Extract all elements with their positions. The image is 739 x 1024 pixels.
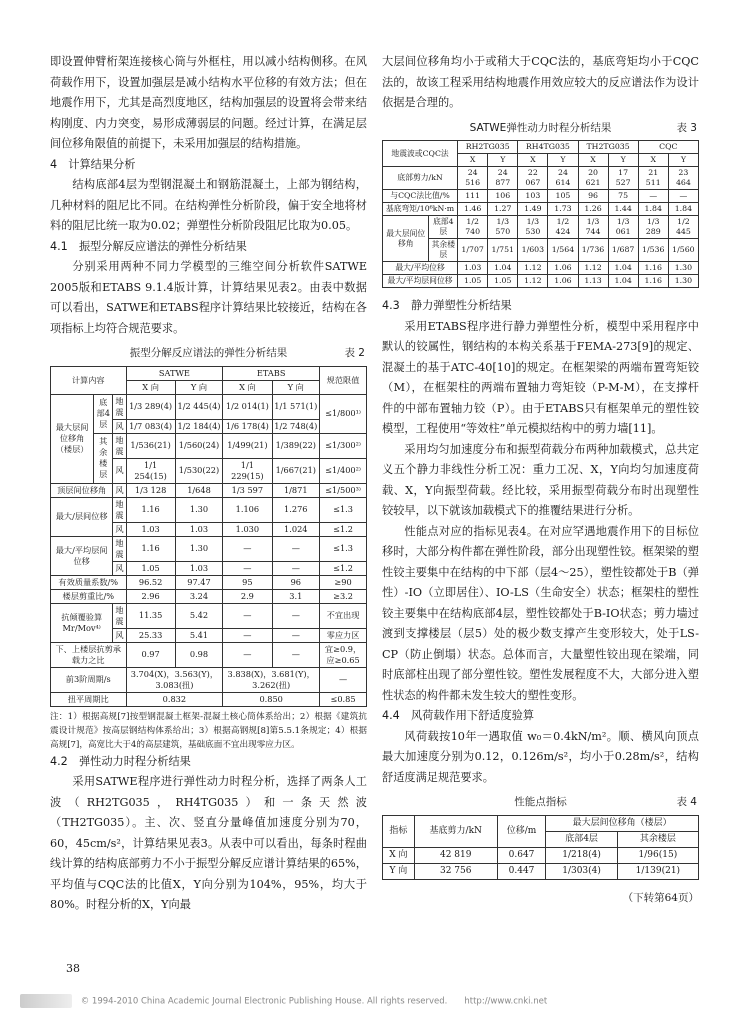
continued-note: （下转第64页） xyxy=(622,891,699,904)
table-row: 最大/平均层间位移 地震 1.16 1.30 — — ≤1.3 xyxy=(51,536,367,561)
table-row: 风 1/1 254(15) 1/530(22) 1/1 229(15) 1/667(21) ≤1/400²⁾ xyxy=(51,458,367,483)
header-cell: 底部4层 xyxy=(546,831,617,847)
table-row: 楼层剪重比/% 2.96 3.24 2.9 3.1 ≥3.2 xyxy=(51,589,367,603)
paragraph: 采用均匀加速度分布和振型荷载分布两种加载模式，总共定义五个静力非线性分析工况：重力工况、X，Y向均匀加速度荷载、X，Y向振型荷载。经比较，采用振型荷载分布时出现塑性铰较早，以下就该加载模式下的推覆结果进行分析。 xyxy=(382,442,699,517)
paragraph: 分别采用两种不同力学模型的三维空间分析软件SATWE 2005版和ETABS 9.1.4版计算，计算结果见表2。由表中数据可以看出，SATWE和ETABS程序计算结果比较接近，结构在各项指标上均符合规范要求。 xyxy=(50,260,367,335)
paragraph: 即设置伸臂桁架连接核心筒与外框柱，用以减小结构侧移。在风荷载作用下，设置加强层是减小结构水平位移的有效方法；但在地震作用下，尤其是高烈度地区，结构加强层的设置将会带来结构刚度、内力突变，易形成薄弱层的问题。经过计算，在满足层间位移角限值的前提下，未采用加强层的结构措施。 xyxy=(50,55,367,150)
header-cell: Y 向 xyxy=(175,380,223,394)
section-heading: 4 计算结果分析 xyxy=(50,157,136,171)
table-row: 与CQC法比值/% 111 106 103 105 96 75 — — xyxy=(383,190,699,203)
footer xyxy=(20,994,720,1008)
header-cell: TH2TG035 xyxy=(578,141,638,154)
header-cell: CQC xyxy=(638,141,698,154)
section-heading: 4.3 静力弹塑性分析结果 xyxy=(382,299,512,312)
table-row: 其余楼层 地震 1/536(21) 1/560(24) 1/499(21) 1/389(22) ≤1/300²⁾ xyxy=(51,433,367,458)
header-cell: 最大层间位移角（楼层） xyxy=(546,815,699,831)
paragraph: 性能点对应的指标见表4。在对应罕遇地震作用下的目标位移时，大部分构件都在弹性阶段，部分出现塑性铰。框架梁的塑性铰主要集中在结构的中下部（层4～25），塑性铰都处于B（弹性）-IO（立即居住）、IO-LS（生命安全）状态；框架柱的塑性铰主要集中在结构底部4层，塑性铰都处于B-IO状态；剪力墙过渡到支撑楼层（层5）处的极少数支撑产生变形较大，处于LS-CP（防止倒塌）状态。总体而言，大量塑性铰出现在梁端，同时底部柱出现了部分塑性铰。塑性发展程度不大，大部分进入塑性状态的构件都未发生较大的塑性变形。 xyxy=(382,524,699,702)
table-title: SATWE弹性动力时程分析结果 xyxy=(469,121,612,134)
table-4 xyxy=(382,815,699,880)
header-cell: 基底剪力/kN xyxy=(414,815,497,847)
table-3: 地震波或CQC法 RH2TG035 RH4TG035 TH2TG035 CQC X Y X Y X Y X Y 底部剪力/kN 24 516 24 877 22 067 24 614 20 621 17 527 21 511 23 464 与CQC法比值/% 111 106 103 105 96 75 — — 基底弯矩/10⁶kN·m 1.46 1.27 1.49 1.73 1.26 1.44 1.84 1.84 最大层间位移角 底部4层 1/2 740 1/3 570 1/3 530 1/2 424 1/3 744 1/3 061 1/3 289 1/2 445 其余楼层 1/707 1/751 1/603 1/564 1/736 1/687 1/536 1/560 最大/平均位移 1.03 1.04 1.12 1.06 1.12 1.04 1.16 1.30 最大/平均层间位移 1.05 1.05 1.12 1.06 1.13 1.04 1.16 1.30 xyxy=(382,140,699,288)
table-number: 表 3 xyxy=(676,121,697,134)
header-cell: 指标 xyxy=(383,815,415,847)
table-number: 表 2 xyxy=(344,347,365,359)
table-caption xyxy=(382,118,699,139)
header-cell: X 向 xyxy=(126,380,175,394)
table-row: 下、上楼层抗剪承载力之比 0.97 0.98 — — 宜≥0.9，应≥0.65 xyxy=(51,642,367,667)
table-row: 有效质量系数/% 96.52 97.47 95 96 ≥90 xyxy=(51,575,367,589)
publisher-logo-icon xyxy=(20,994,72,1008)
table-row: 最大/平均层间位移 1.05 1.05 1.12 1.06 1.13 1.04 1.16 1.30 xyxy=(383,275,699,288)
table-row: 风 1.05 1.03 — — ≤1.2 xyxy=(51,561,367,575)
header-cell: X 向 xyxy=(223,380,272,394)
paragraph: 采用ETABS程序进行静力弹塑性分析，模型中采用程序中默认的铰属性，钢结构的本构关系基于FEMA-273[9]的规定、混凝土的基于ATC-40[10]的规定。在框架梁的两端布置弯矩铰（M），在框架柱的两端布置轴力弯矩铰（P-M-M），在支撑杆件的中部布置轴力铰（P）。由于ETABS只有框架单元的塑性铰模型，工程使用“等效柱”单元模拟结构中的剪力墙[11]。 xyxy=(382,319,699,435)
table-row: 最大层间位移角 底部4层 1/2 740 1/3 570 1/3 530 1/2 424 1/3 744 1/3 061 1/3 289 1/2 445 xyxy=(383,216,699,239)
header-cell: Y 向 xyxy=(272,380,320,394)
section-heading: 4.2 弹性动力时程分析结果 xyxy=(50,754,191,768)
header-cell: 计算内容 xyxy=(51,366,127,394)
paragraph: 采用SATWE程序进行弹性动力时程分析，选择了两条人工波（RH2TG035，RH4TG035）和一条天然波（TH2TG035）。主、次、竖直分量峰值加速度分别为70，60，45cm/s²，计算结果见表3。从表中可以看出，每条时程曲线计算的结构底部剪力不小于振型分解反应谱计算结果的65%，平均值与CQC法的比值X，Y向分别为104%，95%，均大于80%。时程分析的X，Y向最 xyxy=(50,775,367,911)
header-cell: RH4TG035 xyxy=(518,141,578,154)
paragraph: 结构底部4层为型钢混凝土和钢筋混凝土，上部为钢结构，几种材料的阻尼比不同。在结构弹性分析阶段，偏于安全地将材料的阻尼比统一取为0.02；弹塑性分析阶段阻尼比取为0.05。 xyxy=(50,178,367,232)
paragraph: 风荷载按10年一遇取值 w₀＝0.4kN/m²。顺、横风向顶点最大加速度分别为0.12，0.126m/s²，均小于0.28m/s²，结构舒适度满足规范要求。 xyxy=(382,729,699,784)
table-note: 注：1）根据高规[7]按型钢混凝土框架-混凝土核心筒体系给出；2）根据《建筑抗震设计规范》按高层钢结构体系给出；3）根据高钢规[8]第5.5.1条规定；4）根据高规[7]，高宽比大于4的高层建筑，基础底面不宜出现零应力区。 xyxy=(50,711,367,750)
table-row: 最大/平均位移 1.03 1.04 1.12 1.06 1.12 1.04 1.16 1.30 xyxy=(383,262,699,275)
table-caption xyxy=(382,792,699,813)
table-title: 性能点指标 xyxy=(514,796,567,808)
paragraph: 大层间位移角均小于或稍大于CQC法的，基底弯矩均小于CQC法的，故该工程采用结构地震作用效应较大的反应谱法作为设计依据是合理的。 xyxy=(382,55,699,109)
table-row: 扭平周期比 0.832 0.850 ≤0.85 xyxy=(51,692,367,706)
header-cell: ETABS xyxy=(223,366,320,380)
header-cell: 位移/m xyxy=(497,815,546,847)
table-row: 风 25.33 5.41 — — 零应力区 xyxy=(51,628,367,642)
copyright-text: © 1994-2010 China Academic Journal Electronic Publishing House. All rights reserved. http://www.cnki.net xyxy=(80,996,548,1007)
table-row: 最大层间位移角（楼层） 底部4层 地震 1/3 289(4) 1/2 445(4) 1/2 014(1) 1/1 571(1) ≤1/800¹⁾ xyxy=(51,394,367,419)
table-row: 其余楼层 1/707 1/751 1/603 1/564 1/736 1/687 1/536 1/560 xyxy=(383,239,699,262)
table-title: 振型分解反应谱法的弹性分析结果 xyxy=(129,347,288,359)
table-row: Y 向 32 756 0.447 1/303(4) 1/139(21) xyxy=(383,863,699,879)
table-row: 风 1/7 083(4) 1/2 184(4) 1/6 178(4) 1/2 748(4) xyxy=(51,419,367,433)
section-heading: 4.4 风荷载作用下舒适度验算 xyxy=(382,709,535,722)
header-cell: 其余楼层 xyxy=(617,831,698,847)
left-column xyxy=(50,52,367,916)
table-row: 风 1.03 1.03 1.030 1.024 ≤1.2 xyxy=(51,522,367,536)
section-heading: 4.1 振型分解反应谱法的弹性分析结果 xyxy=(50,239,247,253)
table-row: 底部剪力/kN 24 516 24 877 22 067 24 614 20 621 17 527 21 511 23 464 xyxy=(383,167,699,190)
table-row: X 向 42 819 0.647 1/218(4) 1/96(15) xyxy=(383,847,699,863)
header-cell: RH2TG035 xyxy=(458,141,518,154)
table-row: 前3阶周期/s 3.704(X)，3.563(Y)，3.083(扭) 3.838(X)，3.681(Y)，3.262(扭) — xyxy=(51,667,367,692)
page-number: 38 xyxy=(66,962,80,975)
table-caption xyxy=(50,343,367,364)
table-row: 顶层间位移角 风 1/3 128 1/648 1/3 597 1/871 ≤1/500³⁾ xyxy=(51,483,367,497)
table-row: 最大/层间位移 地震 1.16 1.30 1.106 1.276 ≤1.3 xyxy=(51,497,367,522)
header-cell: SATWE xyxy=(126,366,223,380)
header-cell: 地震波或CQC法 xyxy=(383,141,458,167)
header-cell: 规范限值 xyxy=(320,366,367,394)
table-row: 基底弯矩/10⁶kN·m 1.46 1.27 1.49 1.73 1.26 1.44 1.84 1.84 xyxy=(383,203,699,216)
right-column xyxy=(382,52,699,908)
table-row: 抗倾覆验算 Mr/Mov⁴⁾ 地震 11.35 5.42 — — 不宜出现 xyxy=(51,603,367,628)
table-number: 表 4 xyxy=(676,796,697,808)
table-2 xyxy=(50,366,367,707)
